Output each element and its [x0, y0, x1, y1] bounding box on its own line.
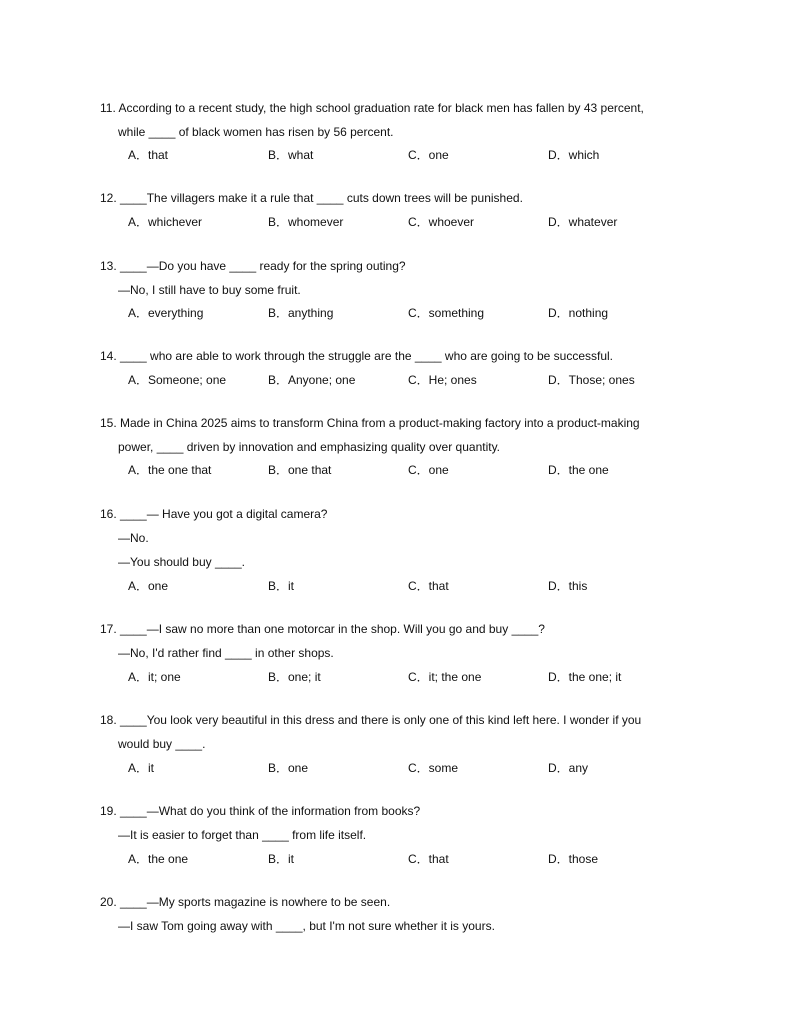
- option-a: A．Someone; one: [128, 373, 227, 387]
- option-c: C．that: [408, 852, 449, 866]
- option-c: C．that: [408, 579, 449, 593]
- option-d: D．this: [548, 579, 588, 593]
- option-b: B．anything: [268, 306, 334, 320]
- question-text-line: power, ____ driven by innovation and emphasizing quality over quantity.: [118, 440, 501, 454]
- option-a: A．whichever: [128, 215, 203, 229]
- option-d: D．which: [548, 148, 600, 162]
- option-c: C．something: [408, 306, 485, 320]
- option-d: D．the one: [548, 463, 609, 477]
- question-text-line: 18. ____You look very beautiful in this dress and there is only one of this kind left here. I wonder if you: [100, 713, 642, 727]
- option-a: A．it: [128, 761, 155, 775]
- option-a: A．the one: [128, 852, 189, 866]
- question-text-line: —No, I still have to buy some fruit.: [118, 283, 301, 297]
- option-a: A．it; one: [128, 670, 181, 684]
- option-d: D．any: [548, 761, 589, 775]
- option-a: A．that: [128, 148, 169, 162]
- question-text-line: 16. ____— Have you got a digital camera?: [100, 507, 328, 521]
- question-text-line: —No, I'd rather find ____ in other shops.: [118, 646, 334, 660]
- question-text-line: —I saw Tom going away with ____, but I'm not sure whether it is yours.: [118, 919, 495, 933]
- question-text-line: 12. ____The villagers make it a rule that ____ cuts down trees will be punished.: [100, 191, 523, 205]
- option-d: D．the one; it: [548, 670, 622, 684]
- option-d: D．nothing: [548, 306, 609, 320]
- option-c: C．whoever: [408, 215, 475, 229]
- option-c: C．some: [408, 761, 459, 775]
- option-a: A．one: [128, 579, 169, 593]
- question-text-line: 11. According to a recent study, the high school graduation rate for black men has fallen by 43 percent,: [100, 101, 644, 115]
- option-b: B．it: [268, 579, 295, 593]
- option-c: C．one: [408, 148, 449, 162]
- option-d: D．Those; ones: [548, 373, 635, 387]
- question-text-line: 14. ____ who are able to work through the struggle are the ____ who are going to be successful.: [100, 349, 613, 363]
- option-b: B．whomever: [268, 215, 344, 229]
- question-text-line: 15. Made in China 2025 aims to transform China from a product-making factory into a product-making: [100, 416, 640, 430]
- option-d: D．whatever: [548, 215, 618, 229]
- question-text-line: would buy ____.: [118, 737, 206, 751]
- question-text-line: —No.: [118, 531, 149, 545]
- question-text-line: 13. ____—Do you have ____ ready for the spring outing?: [100, 259, 406, 273]
- question-text-line: 20. ____—My sports magazine is nowhere to be seen.: [100, 895, 391, 909]
- option-c: C．it; the one: [408, 670, 482, 684]
- question-text-line: while ____ of black women has risen by 56 percent.: [118, 125, 394, 139]
- option-d: D．those: [548, 852, 599, 866]
- question-text-line: —You should buy ____.: [118, 555, 245, 569]
- option-c: C．one: [408, 463, 449, 477]
- question-text-line: 19. ____—What do you think of the information from books?: [100, 804, 421, 818]
- option-b: B．what: [268, 148, 314, 162]
- question-text-line: —It is easier to forget than ____ from life itself.: [118, 828, 367, 842]
- option-b: B．it: [268, 852, 295, 866]
- option-b: B．one that: [268, 463, 332, 477]
- question-text-line: 17. ____—I saw no more than one motorcar in the shop. Will you go and buy ____?: [100, 622, 545, 636]
- option-a: A．everything: [128, 306, 204, 320]
- option-b: B．one; it: [268, 670, 321, 684]
- option-a: A．the one that: [128, 463, 212, 477]
- option-b: B．Anyone; one: [268, 373, 356, 387]
- option-c: C．He; ones: [408, 373, 477, 387]
- option-b: B．one: [268, 761, 309, 775]
